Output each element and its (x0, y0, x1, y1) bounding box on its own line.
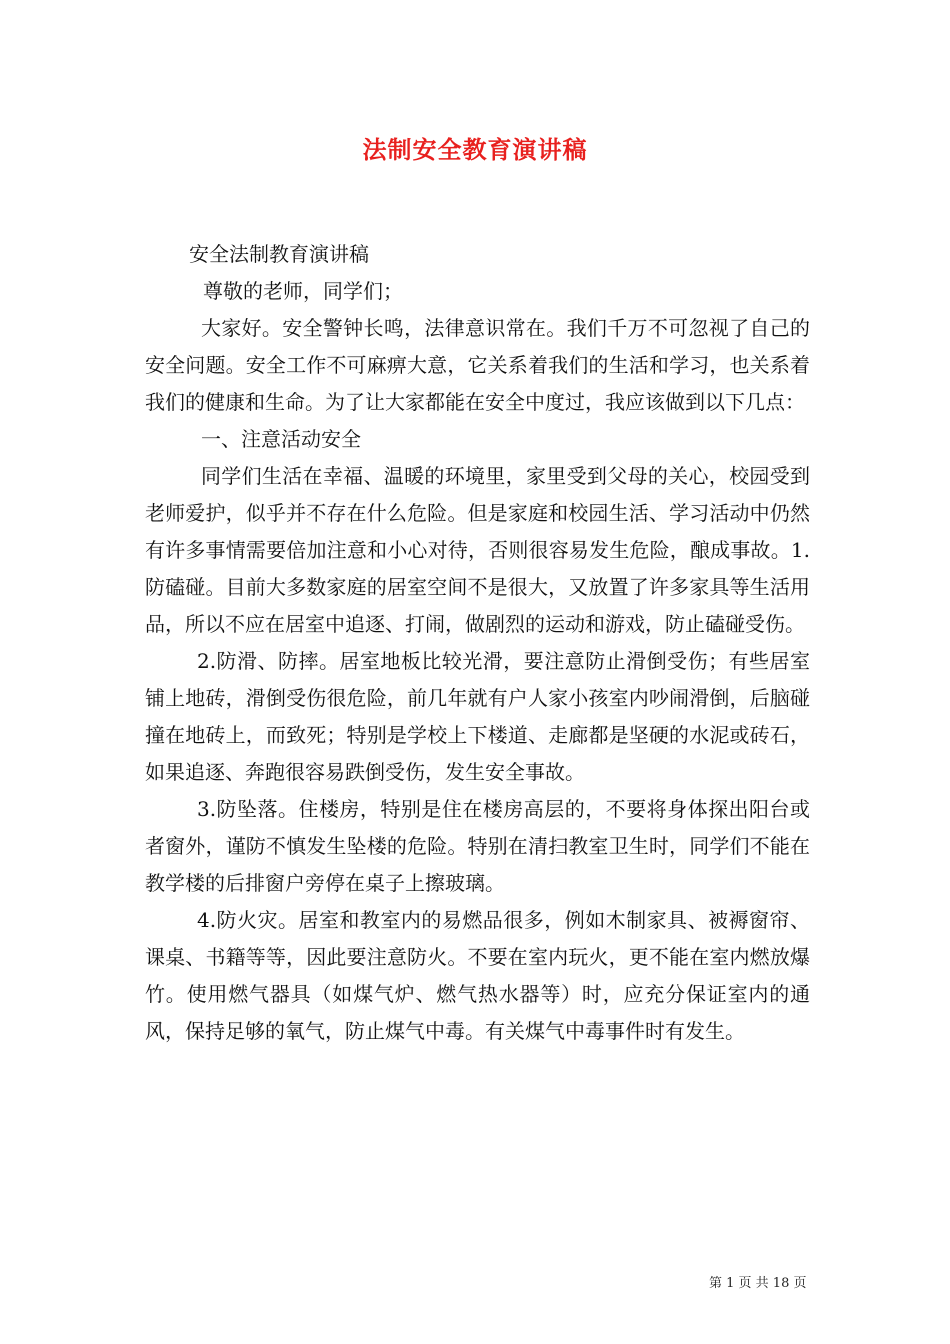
speech-greeting: 尊敬的老师，同学们； (203, 279, 403, 303)
paragraph-anti-slip: 2.防滑、防摔。居室地板比较光滑，要注意防止滑倒受伤；有些居室铺上地砖，滑倒受伤很危险，前几年就有户人家小孩室内吵闹滑倒，后脑碰撞在地砖上，而致死；特别是学校上下楼道、走廊都是坚硬的水泥或砖石，如果追逐、奔跑很容易跌倒受伤，发生安全事故。 (145, 649, 810, 784)
paragraph-fire-prevention: 4.防火灾。居室和教室内的易燃品很多，例如木制家具、被褥窗帘、课桌、书籍等等，因此要注意防火。不要在室内玩火，更不能在室内燃放爆竹。使用燃气器具（如煤气炉、燃气热水器等）时，应充分保证室内的通风，保持足够的氧气，防止煤气中毒。有关煤气中毒事件时有发生。 (145, 908, 810, 1043)
section-heading: 一、注意活动安全 (201, 427, 361, 451)
speech-subtitle: 安全法制教育演讲稿 (189, 242, 369, 266)
paragraph-intro: 大家好。安全警钟长鸣，法律意识常在。我们千万不可忽视了自己的安全问题。安全工作不可麻痹大意，它关系着我们的生活和学习，也关系着我们的健康和生命。为了让大家都能在安全中度过，我应该做到以下几点： (145, 316, 810, 414)
page-number-footer: 第 1 页 共 18 页 (709, 1276, 807, 1291)
paragraph-anti-fall: 3.防坠落。住楼房，特别是住在楼房高层的，不要将身体探出阳台或者窗外，谨防不慎发生坠楼的危险。特别在清扫教室卫生时，同学们不能在教学楼的后排窗户旁停在桌子上擦玻璃。 (145, 797, 810, 895)
document-body (145, 236, 810, 1050)
paragraph-activity-safety: 同学们生活在幸福、温暖的环境里，家里受到父母的关心，校园受到老师爱护，似乎并不存在什么危险。但是家庭和校园生活、学习活动中仍然有许多事情需要倍加注意和小心对待，否则很容易发生危险，酿成事故。1.防磕碰。目前大多数家庭的居室空间不是很大，又放置了许多家具等生活用品，所以不应在居室中追逐、打闹，做剧烈的运动和游戏，防止磕碰受伤。 (145, 464, 810, 636)
page-title: 法制安全教育演讲稿 (362, 135, 588, 164)
